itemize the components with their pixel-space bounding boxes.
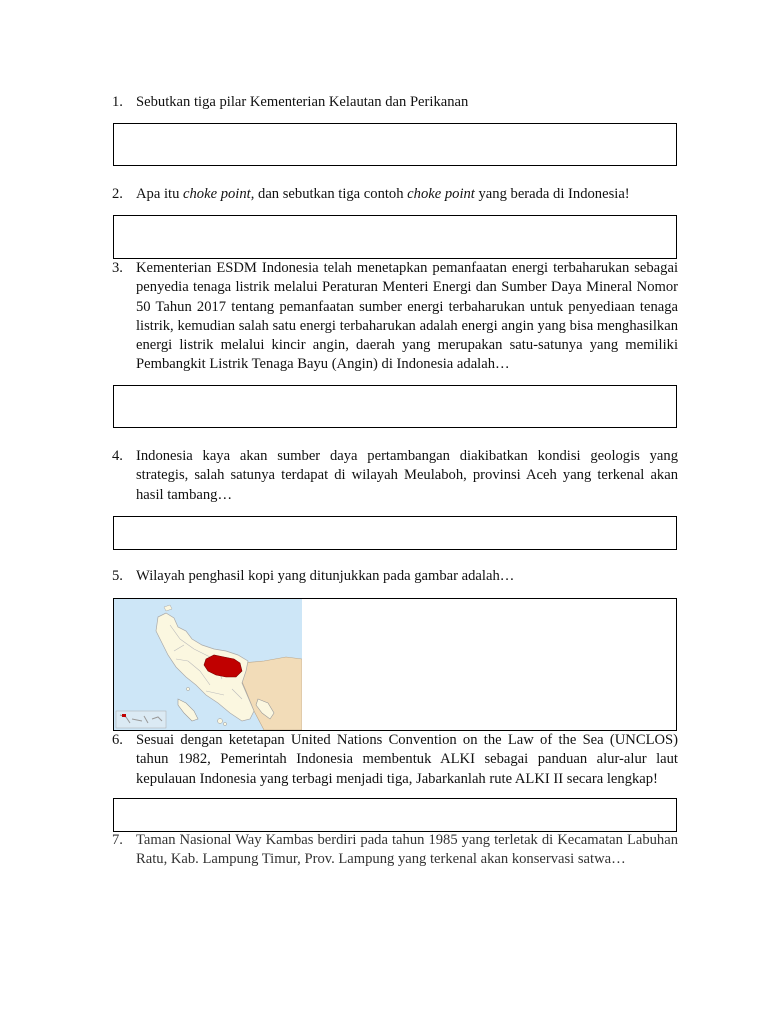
answer-box-2[interactable] [113, 215, 677, 259]
question-number: 7. [112, 832, 123, 848]
question-number: 3. [112, 260, 123, 276]
question-3 [112, 259, 678, 375]
question-number: 6. [112, 732, 123, 748]
answer-box-3[interactable] [113, 385, 677, 428]
question-2 [112, 185, 678, 204]
question-text: Apa itu choke point, dan sebutkan tiga contoh choke point yang berada di Indonesia! [136, 186, 630, 202]
question-text: Kementerian ESDM Indonesia telah menetapkan pemanfaatan energi terbaharukan sebagai penyedia tenaga listrik melalui Peraturan Menteri Energi dan Sumber Daya Mineral Nomor 50 Tahun 2017 tentang pemanfaatan sumber energi terbaharukan untuk penyediaan tenaga listrik, kemudian salah satu energi terbaharukan adalah energi angin yang bisa menghasilkan energi listrik melalui kincir angin, daerah yang merupakan satu-satunya yang memiliki Pembangkit Listrik Tenaga Bayu (Angin) di Indonesia adalah… [136, 260, 678, 373]
question-4 [112, 447, 678, 505]
answer-box-5[interactable] [113, 598, 677, 731]
question-text: Indonesia kaya akan sumber daya pertambangan diakibatkan kondisi geologis yang strategis, salah satunya terdapat di wilayah Meulaboh, provinsi Aceh yang terkenal akan hasil tambang… [136, 448, 678, 503]
question-text: Taman Nasional Way Kambas berdiri pada tahun 1985 yang terletak di Kecamatan Labuhan Ratu, Kab. Lampung Timur, Prov. Lampung yang terkenal akan konservasi satwa… [136, 832, 678, 868]
answer-box-1[interactable] [113, 123, 677, 166]
choke-point-term: choke point [407, 186, 475, 202]
answer-box-6[interactable] [113, 798, 677, 832]
question-number: 1. [112, 94, 123, 110]
inset-indonesia-map [116, 711, 166, 728]
question-number: 4. [112, 448, 123, 464]
question-6 [112, 731, 678, 789]
question-1 [112, 93, 678, 112]
aceh-map-image [114, 599, 302, 730]
question-text: Wilayah penghasil kopi yang ditunjukkan pada gambar adalah… [136, 568, 515, 584]
choke-point-term: choke point [183, 186, 251, 202]
question-text: Sesuai dengan ketetapan United Nations Convention on the Law of the Sea (UNCLOS) tahun 1982, Pemerintah Indonesia membentuk ALKI sebagai panduan alur-alur laut kepulauan Indonesia yang terbagi menjadi tiga, Jabarkanlah rute ALKI II secara lengkap! [136, 732, 678, 787]
question-5 [112, 567, 678, 586]
question-text: Sebutkan tiga pilar Kementerian Kelautan dan Perikanan [136, 94, 469, 110]
question-7 [112, 831, 678, 870]
question-number: 5. [112, 568, 123, 584]
banyak-islands [218, 719, 223, 724]
question-number: 2. [112, 186, 123, 202]
answer-box-4[interactable] [113, 516, 677, 550]
